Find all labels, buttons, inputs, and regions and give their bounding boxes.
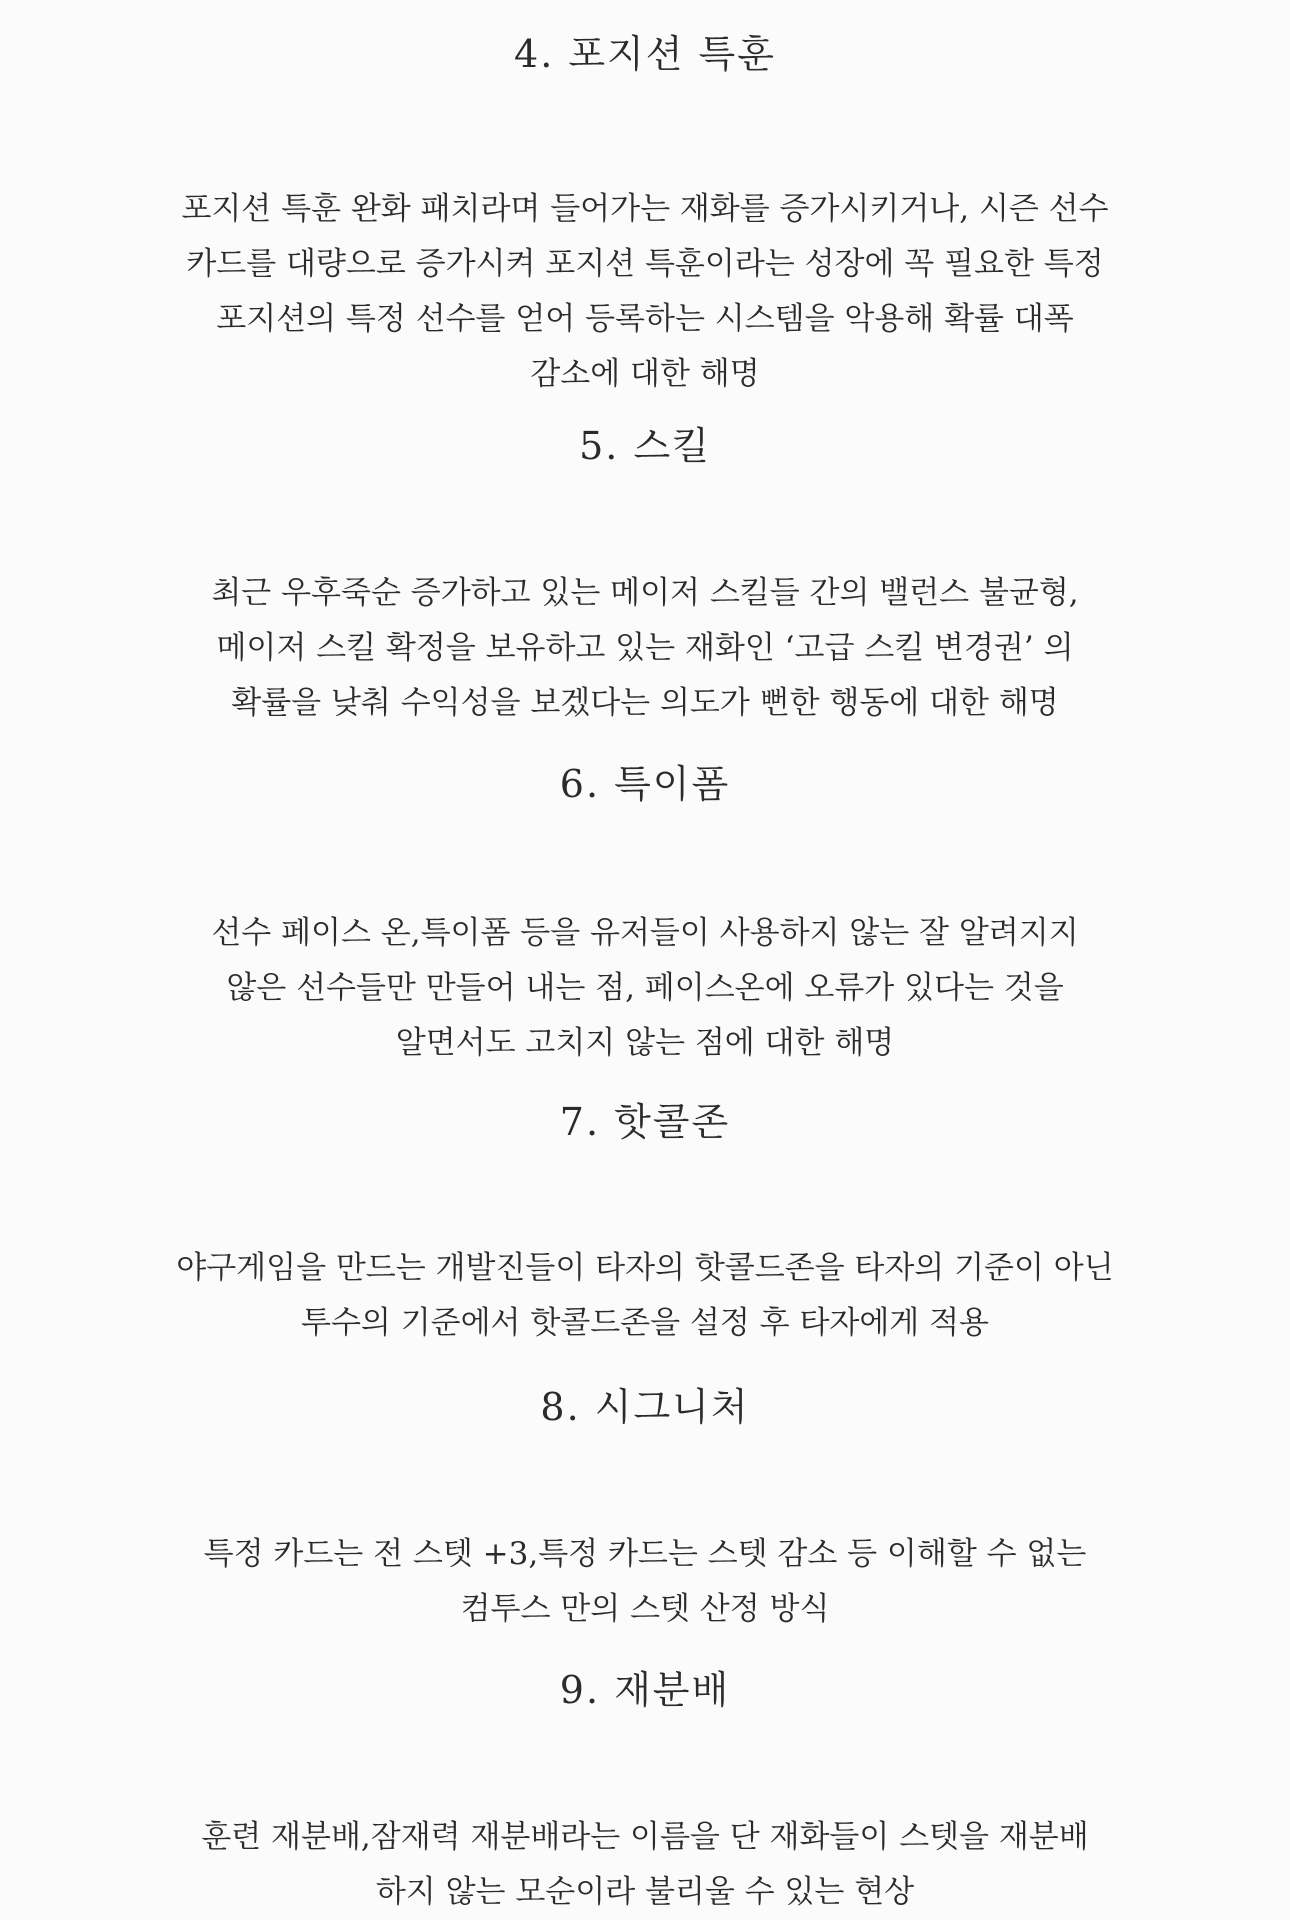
section-body [0, 566, 1290, 731]
section-heading: 9. 재분배 [559, 1668, 731, 1712]
section-redistribution [0, 1666, 1290, 1920]
section-skill [0, 422, 1290, 731]
section-body [0, 182, 1290, 402]
body-line: 투수의 기준에서 핫콜드존을 설정 후 타자에게 적용 [301, 1305, 989, 1341]
section-signature [0, 1383, 1290, 1637]
body-line: 포지션 특훈 완화 패치라며 들어가는 재화를 증가시키거나, 시즌 선수 [181, 191, 1109, 227]
section-hot-cold-zone [0, 1098, 1290, 1351]
section-body [0, 1527, 1290, 1637]
section-body [0, 906, 1290, 1071]
body-line: 알면서도 고치지 않는 점에 대한 해명 [395, 1025, 895, 1061]
body-line: 카드를 대량으로 증가시켜 포지션 특훈이라는 성장에 꼭 필요한 특정 [186, 246, 1104, 282]
body-line: 특정 카드는 전 스텟 +3,특정 카드는 스텟 감소 등 이해할 수 없는 [203, 1536, 1087, 1572]
section-position-training [0, 30, 1290, 402]
section-heading: 8. 시그니처 [540, 1385, 750, 1429]
section-heading: 5. 스킬 [579, 424, 711, 468]
section-heading: 4. 포지션 특훈 [514, 32, 776, 76]
body-line: 컴투스 만의 스텟 산정 방식 [460, 1591, 830, 1627]
body-line: 훈련 재분배,잠재력 재분배라는 이름을 단 재화들이 스텟을 재분배 [201, 1819, 1089, 1855]
body-line: 메이저 스킬 확정을 보유하고 있는 재화인 ‘고급 스킬 변경권’ 의 [216, 630, 1074, 666]
body-line: 감소에 대한 해명 [530, 356, 760, 392]
body-line: 포지션의 특정 선수를 얻어 등록하는 시스템을 악용해 확률 대폭 [216, 301, 1074, 337]
section-heading: 7. 핫콜존 [559, 1100, 731, 1144]
body-line: 야구게임을 만드는 개발진들이 타자의 핫콜드존을 타자의 기준이 아닌 [176, 1250, 1114, 1286]
section-body [0, 1241, 1290, 1351]
body-line: 최근 우후죽순 증가하고 있는 메이저 스킬들 간의 밸런스 불균형, [211, 575, 1079, 611]
body-line: 확률을 낮춰 수익성을 보겠다는 의도가 뻔한 행동에 대한 해명 [231, 685, 1059, 721]
body-line: 선수 페이스 온,특이폼 등을 유저들이 사용하지 않는 잘 알려지지 [211, 915, 1079, 951]
body-line: 않은 선수들만 만들어 내는 점, 페이스온에 오류가 있다는 것을 [226, 970, 1064, 1006]
body-line: 하지 않는 모순이라 불리울 수 있는 현상 [375, 1874, 915, 1910]
section-special-form [0, 760, 1290, 1071]
section-heading: 6. 특이폼 [559, 762, 731, 806]
